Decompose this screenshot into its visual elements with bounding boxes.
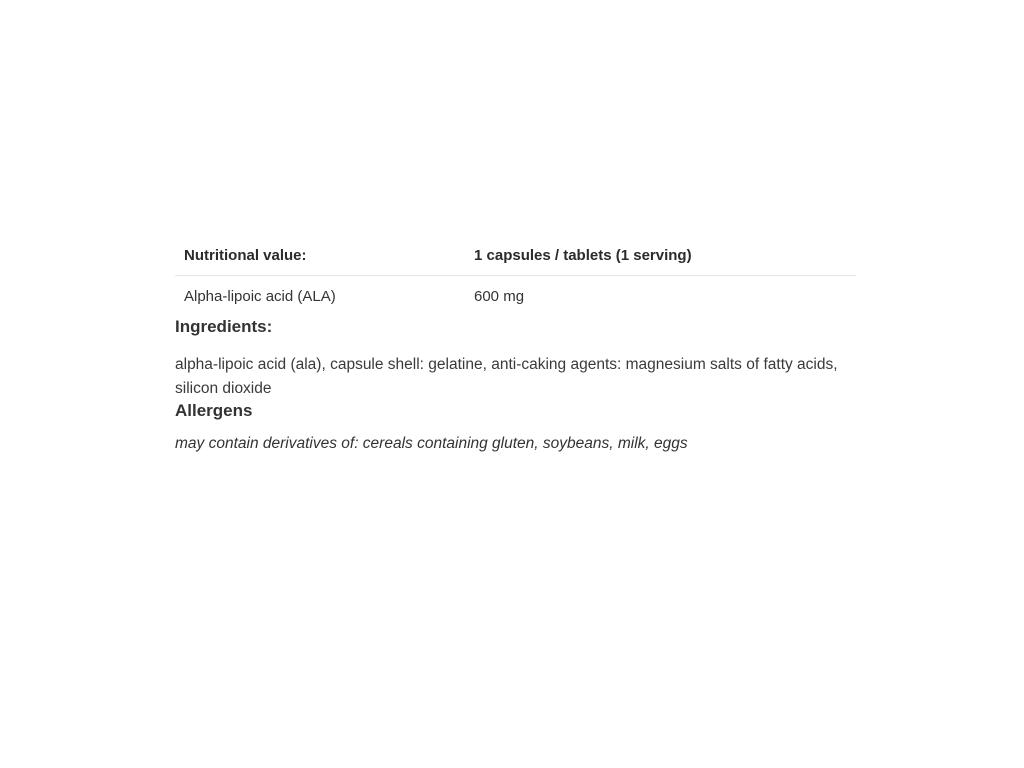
nutrient-name: Alpha-lipoic acid (ALA) (184, 288, 336, 305)
ingredients-heading: Ingredients: (175, 317, 273, 336)
nutrition-header-serving: 1 capsules / tablets (1 serving) (465, 236, 856, 276)
nutrition-header-nutrient: Nutritional value: (175, 236, 465, 276)
allergens-text: may contain derivatives of: cereals containing gluten, soybeans, milk, eggs (175, 435, 688, 452)
nutrition-table-header-row (175, 236, 856, 276)
nutrient-amount: 600 mg (474, 288, 525, 305)
allergens-heading: Allergens (175, 401, 253, 420)
ingredients-text: alpha-lipoic acid (ala), capsule shell: gelatine, anti-caking agents: magnesium salts of fatty acids, silicon dioxide (175, 356, 838, 397)
product-details (175, 236, 856, 453)
nutrition-table (175, 236, 856, 317)
table-row (175, 276, 856, 318)
